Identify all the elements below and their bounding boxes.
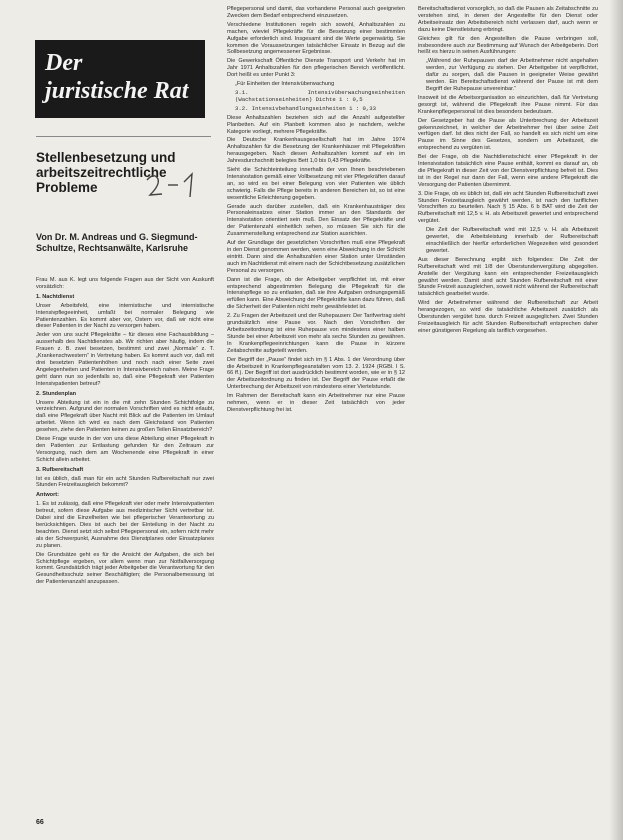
paragraph: Unser Arbeitsfeld, eine internistische und internistische Intensivpflegeeinheit, umfaßt bei normaler Belegung wie Patientenzahlen. Es kommt aber vor, Ostern vor, daß wir nicht eine dieser Patienten in der Nacht zu versorgen haben. [36,302,214,330]
article-authors: Von Dr. M. Andreas und G. Siegmund-Schultze, Rechtsanwälte, Karlsruhe [36,232,198,253]
paragraph: Sieht die Schichteinteilung innerhalb der von Ihnen beschriebenen Intensivstation gemäß einer Vollbesetzung mit vier Pflegekräften darauf an, so wird es bei einer Belegung von vier Patienten wie üblich schwierig. Falls die Pflege bereits in anderen Bereichen ist, so ist eine wesentliche Erleichterung gegeben. [227,167,405,201]
text-column-2 [227,6,405,826]
text-column-3 [418,6,598,826]
paragraph: Verschiedene Institutionen regeln sich sowohl, Anhaltszahlen zu machen, wieviel Pflegekräfte für die Besetzung einer bestimmten Aufgabe erforderlich sind. Insgesamt sind die Werte gegenwärtig. Sie kommen die Voraussetzungen tatsächlicher Einsatz in Bezug auf die Sollbesetzung angemessener Ergebnisse. [227,21,405,56]
paragraph: Gerade auch darüber zustellen, daß ein Krankenhausträger des Personaleinsatzes einer Station immer an den Standards der Intensivstation orientiert sein muß. Den Einsatz der Pflegekräfte und der Patientenzahl einheitlich sehen, so müssen Sie sich für die Zusammenstellung entsprechend zur Station ausrichten. [227,203,405,238]
text-column-1 [36,277,214,817]
paragraph: „Während der Ruhepausen darf der Arbeitnehmer nicht angehalten werden, zur Verfügung zu stehen. Der Arbeitgeber ist verpflichtet, dafür zu sorgen, daß die Pausen in geeigneter Weise gewährt werden. Ein Bereitschaftsdienst während der Pause ist mit dem Begriff der Ruhepause unvereinbar.“ [426,58,598,92]
header-rule [36,136,211,137]
paragraph: Aus dieser Berechnung ergibt sich folgendes: Die Zeit der Rufbereitschaft wird mit 1/8 der Überstundenvergütung abgegolten. Anstelle der Vergütung kann ein entsprechender Freizeitausgleich gewährt werden. Damit sind acht Stunden Rufbereitschaft mit einer Stunde Freizeit auszugleichen, soweit nicht während der Rufbereitschaft tatsächlich gearbeitet wurde. [418,256,598,298]
banner-title-line-1: Der [45,50,83,76]
section-heading: 3. Rufbereitschaft [36,466,84,473]
section-heading: Antwort: [36,492,59,499]
paragraph: 3.2. Intensivbehandlungseinheiten 1 : 0,33 [235,104,376,112]
paragraph: Diese Frage wurde in der von uns diese Abteilung einer Pflegekraft in den Patienten zur Entlastung gefunden für den Zeitraum zur Versorgung, nach dem am Wochenende eine Pflegekraft in einer Schicht allein arbeitet. [36,436,214,463]
paragraph: Unsere Abteilung ist ein in die mit zehn Stunden Schichtfolge zu verzeichnen. Aufgrund der normalen Vorschriften wird es nicht erlaubt, daß eine Pflegekraft über Nacht mit Blick auf die Patienten im Umlauf arbeitet. Wenn ich wird es nach dem Gleichstand von Patienten gesehen, ziehe den Patienten keinen zu großen Teilen Einsatzbereich? [36,399,214,434]
paragraph: Insoweit ist die Arbeitsorganisation so einzurichten, daß für Vertretung gesorgt ist, während die Pflegekraft ihre Pause nimmt. Für das Krankenpflegepersonal ist dies besonders bedeutsam. [418,94,598,115]
section-heading: 1. Nachtdienst [36,293,75,300]
paragraph: Die Grundsätze geht es für die Ansicht der Aufgaben, die sich bei Schichtpflege ergeben, vor allem wenn man zur Notfallversorgung kommt. Grundsätzlich trägt jeder Arbeitgeber die Verantwortung für den Gesundheitsschutz seiner Beschäftigten; die Personalbemessung ist der Patientenanzahl anzupassen. [36,551,214,586]
paragraph: Bei der Frage, ob die Nachtdienstschicht einer Pflegekraft in der Intensivstation tatsächlich eine Pause enthält, kommt es darauf an, ob die Pflegekraft in dieser Zeit von der Dienstverpflichtung befreit ist. Dies ist in der Regel nur dann der Fall, wenn eine andere Pflegekraft die Versorgung der Patienten übernimmt. [418,154,598,188]
paragraph: Der Begriff der „Pause“ findet sich im § 1 Abs. 1 der Verordnung über die Arbeitszeit in Krankenpflegeanstalten vom 13. 2. 1924 (RGBl. I S. 66 ff.). Der Begriff ist dort ausdrücklich bestimmt worden, wie er in § 12 der Arbeitszeitordnung zu finden ist. Der Begriff der Pause erfaßt die Unterbrechung der Arbeitszeit von mindestens einer Viertelstunde. [227,356,405,391]
paragraph: 3.1. Intensivüberwachungseinheiten (Wachstationseinheiten) Dichte 1 : 0,5 [235,88,405,103]
paragraph: Frau M. aus K. legt uns folgende Fragen aus der Sicht von Auskunft vorsätzlich: [36,277,214,290]
paragraph: Der Gesetzgeber hat die Pause als Unterbrechung der Arbeitszeit gekennzeichnet, in welcher der Arbeitnehmer frei über seine Zeit verfügen darf. Ist dies nicht der Fall, so handelt es sich nicht um eine Pause im Sinne des Gesetzes, sondern um Arbeitszeit, die entsprechend zu vergüten ist. [418,117,598,152]
paragraph: Jeder von uns sucht Pflegekräfte – für dieses eine Fachausbildung – ausserhalb des Nachtdienstes ab. Wir richten aber häufig, indem die Frauen z. B. zwei besetzen, bestimmt und zwei „Normale“ z. T. „Krankenschwestern“ in Vertretung haben. Es kommt auch vor, daß mit drei besetzten Patientenhöhen und noch nach einer Seite zwei Angelegenheiten und Patienten in Intensivbereich nahen. Meine Frage geht dann nun so jedenfalls so, daß eine Pflegekraft vier Patienten Intensivpatienten betreut? [36,332,214,387]
paragraph: Die Deutsche Krankenhausgesellschaft hat im Jahre 1974 Anhaltszahlen für die Besetzung der Krankenhäuser mit Pflegekräften herausgegeben. Nach diesen Anhaltszahlen kommt auf ein im Jahresdurchschnitt belegtes Bett 1,0 bis 0,43 Pflegekräfte. [227,137,405,165]
paragraph: Die Zeit der Rufbereitschaft wird mit 12,5 v. H. als Arbeitszeit gewertet, die Arbeitsleistung innerhalb der Rufbereitschaft einschließlich der hierfür erforderlichen Wegezeiten wird gesondert gewertet. [426,227,598,254]
paragraph: Ist es üblich, daß man für ein acht Stunden Rufbereitschaft nur zwei Stunden Freizeitausgleich bekommt? [36,475,214,489]
paragraph: „Für Einheiten der Intensivüberwachung [235,81,335,88]
paragraph: Im Rahmen der Bereitschaft kann ein Arbeitnehmer nur eine Pause nehmen, wenn er in dieser Zeit tatsächlich von jeder Dienstverpflichtung frei ist. [227,393,405,413]
paragraph: Gleiches gilt für den Angestellten die Pause verbringen soll, insbesondere auch zur Bestimmung auf Wunsch der Arbeitgeberin. Dort heißt es hierzu in seinen Ausführungen: [418,35,598,56]
paragraph: Diese Anhaltszahlen beziehen sich auf die Anzahl aufgestellter Planbetten. Auf ein Planbett kommen also je nachdem, welche Kategorie vorliegt, mehrere Pflegekräfte. [227,114,405,135]
paragraph: 3. Die Frage, ob es üblich ist, daß ein acht Stunden Rufbereitschaft zwei Stunden Freizeitausgleich gewährt werden, ist nach den tariflichen Vorschriften zu beurteilen. Nach § 15 Abs. 6 b BAT wird die Zeit der Rufbereitschaft mit 12,5 v. H. als Arbeitszeit gewertet und entsprechend vergütet. [418,190,598,225]
paragraph: Die Gewerkschaft Öffentliche Dienste Transport und Verkehr hat im Jahr 1971 Anhaltszahlen für den pflegerischen Bereich veröffentlicht. Dort heißt es unter Punkt 3: [227,58,405,79]
paragraph: 2. Zu Fragen der Arbeitszeit und der Ruhepausen: Der Tarifvertrag sieht grundsätzlich eine Pause vor. Nach den Vorschriften der Arbeitszeitordnung ist eine Ruhepause von mindestens einer halben Stunde bei einer Arbeitszeit von mehr als sechs Stunden zu gewähren. In Krankenpflegeeinrichtungen kann die Pause in kürzere Zeitabschnitte aufgeteilt werden. [227,313,405,354]
page-number: 66 [36,819,44,826]
paragraph: Dann ist die Frage, ob der Arbeitgeber verpflichtet ist, mit einer entsprechend abgestimmten Belegung die Pflegekraft für die Intensivpflege so zu entlasten, daß sie ihre Aufgaben ordnungsgemäß erfüllen kann. Eine Abweichung der Pflegekräfte kann dazu führen, daß die Sicherheit der Patienten nicht mehr gewährleistet ist. [227,276,405,311]
paragraph: 1. Es ist zulässig, daß eine Pflegekraft vier oder mehr Intensivpatienten betreut, sofern diese Aufgabe aus medizinischer Sicht vertretbar ist. Dabei sind die Einzelheiten wie bei pflegerischer Verantwortung zu berücksichtigen. Dies ist auch bei der Einteilung in der Nacht zu beachten. Dienst setzt sich selbst Pflegepersonal ein, sofern nicht mehr als der Schwerpunkt, Ausnahme des Dienstplanes oder Einsatzplanes zu planen. [36,501,214,549]
paragraph: Auf der Grundlage der gesetzlichen Vorschriften muß eine Pflegekraft in den Dienst genommen werden, wenn eine Abweichung in der Schicht eintritt. Dann sind die Anhaltszahlen einer Station unter Umständen auch im Nachtdienst mit einem nach der Schichtbesetzung zusätzlichen Personal zu versorgen. [227,240,405,274]
handwritten-note [142,170,202,200]
section-heading: 2. Stundenplan [36,390,77,397]
page-edge-shadow [609,0,623,840]
paragraph: Wird der Arbeitnehmer während der Rufbereitschaft zur Arbeit herangezogen, so wird die tatsächliche Arbeitszeit zusätzlich als Überstunden vergütet bzw. durch Freizeit ausgeglichen. Zwei Stunden Freizeitausgleich für acht Stunden Rufbereitschaft entsprechen daher einer günstigeren Regelung als tariflich vorgesehen. [418,300,598,334]
column-banner [35,40,205,118]
banner-title-line-2: juristische Rat [45,78,189,104]
paragraph: Bereitschaftsdienst vorsorglich, so daß die Pausen als Zeitabschnitte zu verstehen sind, in denen der Angestellte für den Dienst oder Arbeitseinsatz den Arbeitsbereich nicht verlassen darf, auch wenn er dazu keine Dienstleistung erbringt. [418,6,598,33]
paragraph: Pflegepersonal und damit, das vorhandene Personal auch geeigneten Zwecken dem Bedarf entsprechend einzusetzen. [227,6,405,19]
article-headline: Stellenbesetzung und arbeitszeitrechtliche Probleme [36,150,176,195]
